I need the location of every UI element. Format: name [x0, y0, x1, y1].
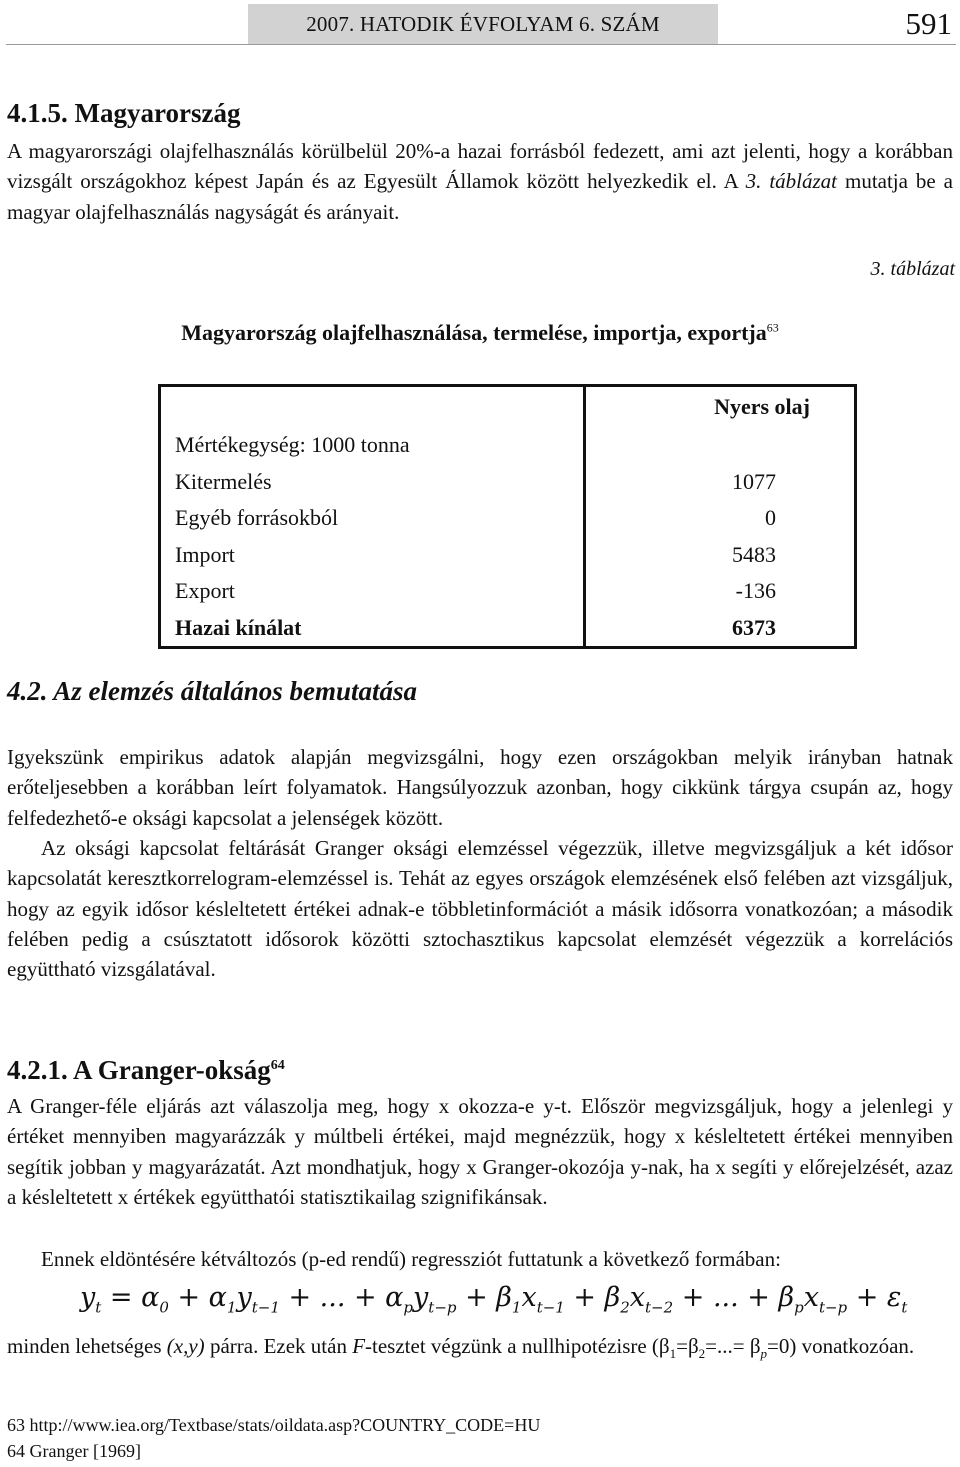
intro-text: A magyarországi olajfelhasználás körülbelül 20%-a hazai forrásból fedezett, ami azt jelenti, hogy a korábban vizsgált országokhoz képest Japán és az Egyesült Államok között helyezkedik el. A	[7, 139, 953, 194]
row-value: 1077	[732, 468, 776, 494]
granger-title	[7, 1055, 285, 1086]
footnotes	[7, 1412, 540, 1464]
row-value	[585, 427, 856, 464]
table-row	[160, 537, 856, 574]
column-header: Nyers olaj	[714, 394, 810, 419]
table-row	[160, 464, 856, 501]
granger-paragraph-2: Ennek eldöntésére kétváltozós (p-ed rendű) regressziót futtatunk a következő formában:	[41, 1247, 781, 1271]
row-label: Export	[160, 573, 585, 610]
analysis-title: 4.2. Az elemzés általános bemutatása	[7, 676, 418, 706]
table-header-empty	[160, 386, 585, 428]
text: minden lehetséges	[7, 1334, 167, 1358]
row-label: Egyéb forrásokból	[160, 500, 585, 537]
page-number: 591	[905, 6, 952, 41]
text-f: F	[352, 1334, 366, 1358]
footnote-marker[interactable]: 63	[766, 320, 779, 335]
text: =0) vonatkozóan.	[767, 1334, 915, 1358]
journal-header	[248, 4, 718, 44]
journal-title: 2007. HATODIK ÉVFOLYAM 6. SZÁM	[306, 11, 660, 36]
text: párra. Ezek után	[204, 1334, 353, 1358]
granger-title-text: 4.2.1. A Granger-okság	[7, 1055, 271, 1085]
footnote-marker[interactable]: 64	[270, 1058, 285, 1073]
section-title: 4.1.5. Magyarország	[7, 98, 241, 128]
regression-formula: $y_t = \alpha_0 + \alpha_1y_{t-1}$ + ... + $\alpha_py_{t-p} + \beta_1x_{t-1} + \beta_2x_{t-2}$ + ... + $\beta_px_{t-p} + \varepsilon_t$	[80, 1282, 908, 1317]
row-value: 6373	[732, 614, 776, 640]
oil-table	[158, 384, 857, 649]
text-xy: (x,y)	[166, 1334, 205, 1358]
table-title-text: Magyarország olajfelhasználása, termelése, importja, exportja	[181, 320, 767, 345]
table-row	[160, 500, 856, 537]
analysis-paragraph-1: Igyekszünk empirikus adatok alapján megvizsgálni, hogy ezen országokban melyik irányban hatnak erőteljesebben a korábban leírt folyamatok. Hangsúlyozzuk azonban, hogy cikkünk tárgya csupán az, hogy felfedezhető-e oksági kapcsolat a jelenségek között.	[7, 745, 953, 830]
table-row	[160, 427, 856, 464]
granger-paragraph-3: minden lehetséges (x,y) párra. Ezek után F-tesztet végzünk a nullhipotézisre $(\beta_1=\beta_2=...= \beta_p=0)$ vonatkozóan.	[7, 1334, 915, 1362]
text: =β	[676, 1334, 699, 1358]
intro-paragraph	[7, 136, 953, 227]
table-header-row	[160, 386, 856, 428]
table-caption: 3. táblázat	[870, 258, 955, 280]
row-value: -136	[735, 578, 776, 604]
table-row	[160, 573, 856, 610]
footnote-64: 64 Granger [1969]	[7, 1441, 141, 1461]
table-total-row	[160, 610, 856, 648]
header-divider	[6, 44, 956, 45]
text: =...= β	[705, 1334, 761, 1358]
table-reference-link[interactable]: 3. táblázat	[745, 169, 838, 194]
row-label: Mértékegység: 1000 tonna	[160, 427, 585, 464]
analysis-paragraph-2: Az oksági kapcsolat feltárását Granger oksági elemzéssel végezzük, illetve megvizsgáljuk a két idősor kapcsolatát keresztkorrelogram-elemzéssel is. Tehát az egyes országok elemzésének első felében azt vizsgáljuk, hogy az egyik idősor késleltetett értékei adnak-e többletinformációt a másik idősorra vonatkozóan; a második felében pedig a csúsztatott idősorok közötti sztochasztikus kapcsolat elemzését végezzük a korrelációs együttható vizsgálatával.	[7, 836, 953, 982]
footnote-63[interactable]: 63 http://www.iea.org/Textbase/stats/oildata.asp?COUNTRY_CODE=HU	[7, 1415, 541, 1435]
row-value: 5483	[732, 541, 776, 567]
row-label: Import	[160, 537, 585, 574]
row-label: Hazai kínálat	[160, 610, 585, 648]
table-title	[0, 320, 960, 346]
text: -tesztet végzünk a nullhipotézisre (β	[365, 1334, 670, 1358]
granger-paragraph-1: A Granger-féle eljárás azt válaszolja meg, hogy x okozza-e y-t. Először megvizsgáljuk, hogy a jelenlegi y értéket mennyiben magyarázzák y múltbeli értékei, majd megnézzük, hogy x késleltetett értékei mennyiben segítik jobban y magyarázatát. Azt mondhatjuk, hogy x Granger-okozója y-nak, ha x segíti y előrejelzését, azaz a késleltetett x értékek együtthatói statisztikailag szignifikánsak.	[7, 1094, 953, 1209]
intro-text-end: mutatja be a magyar olajfelhasználás nagyságát és arányait.	[7, 169, 954, 224]
row-value: 0	[765, 505, 776, 531]
row-label: Kitermelés	[160, 464, 585, 501]
